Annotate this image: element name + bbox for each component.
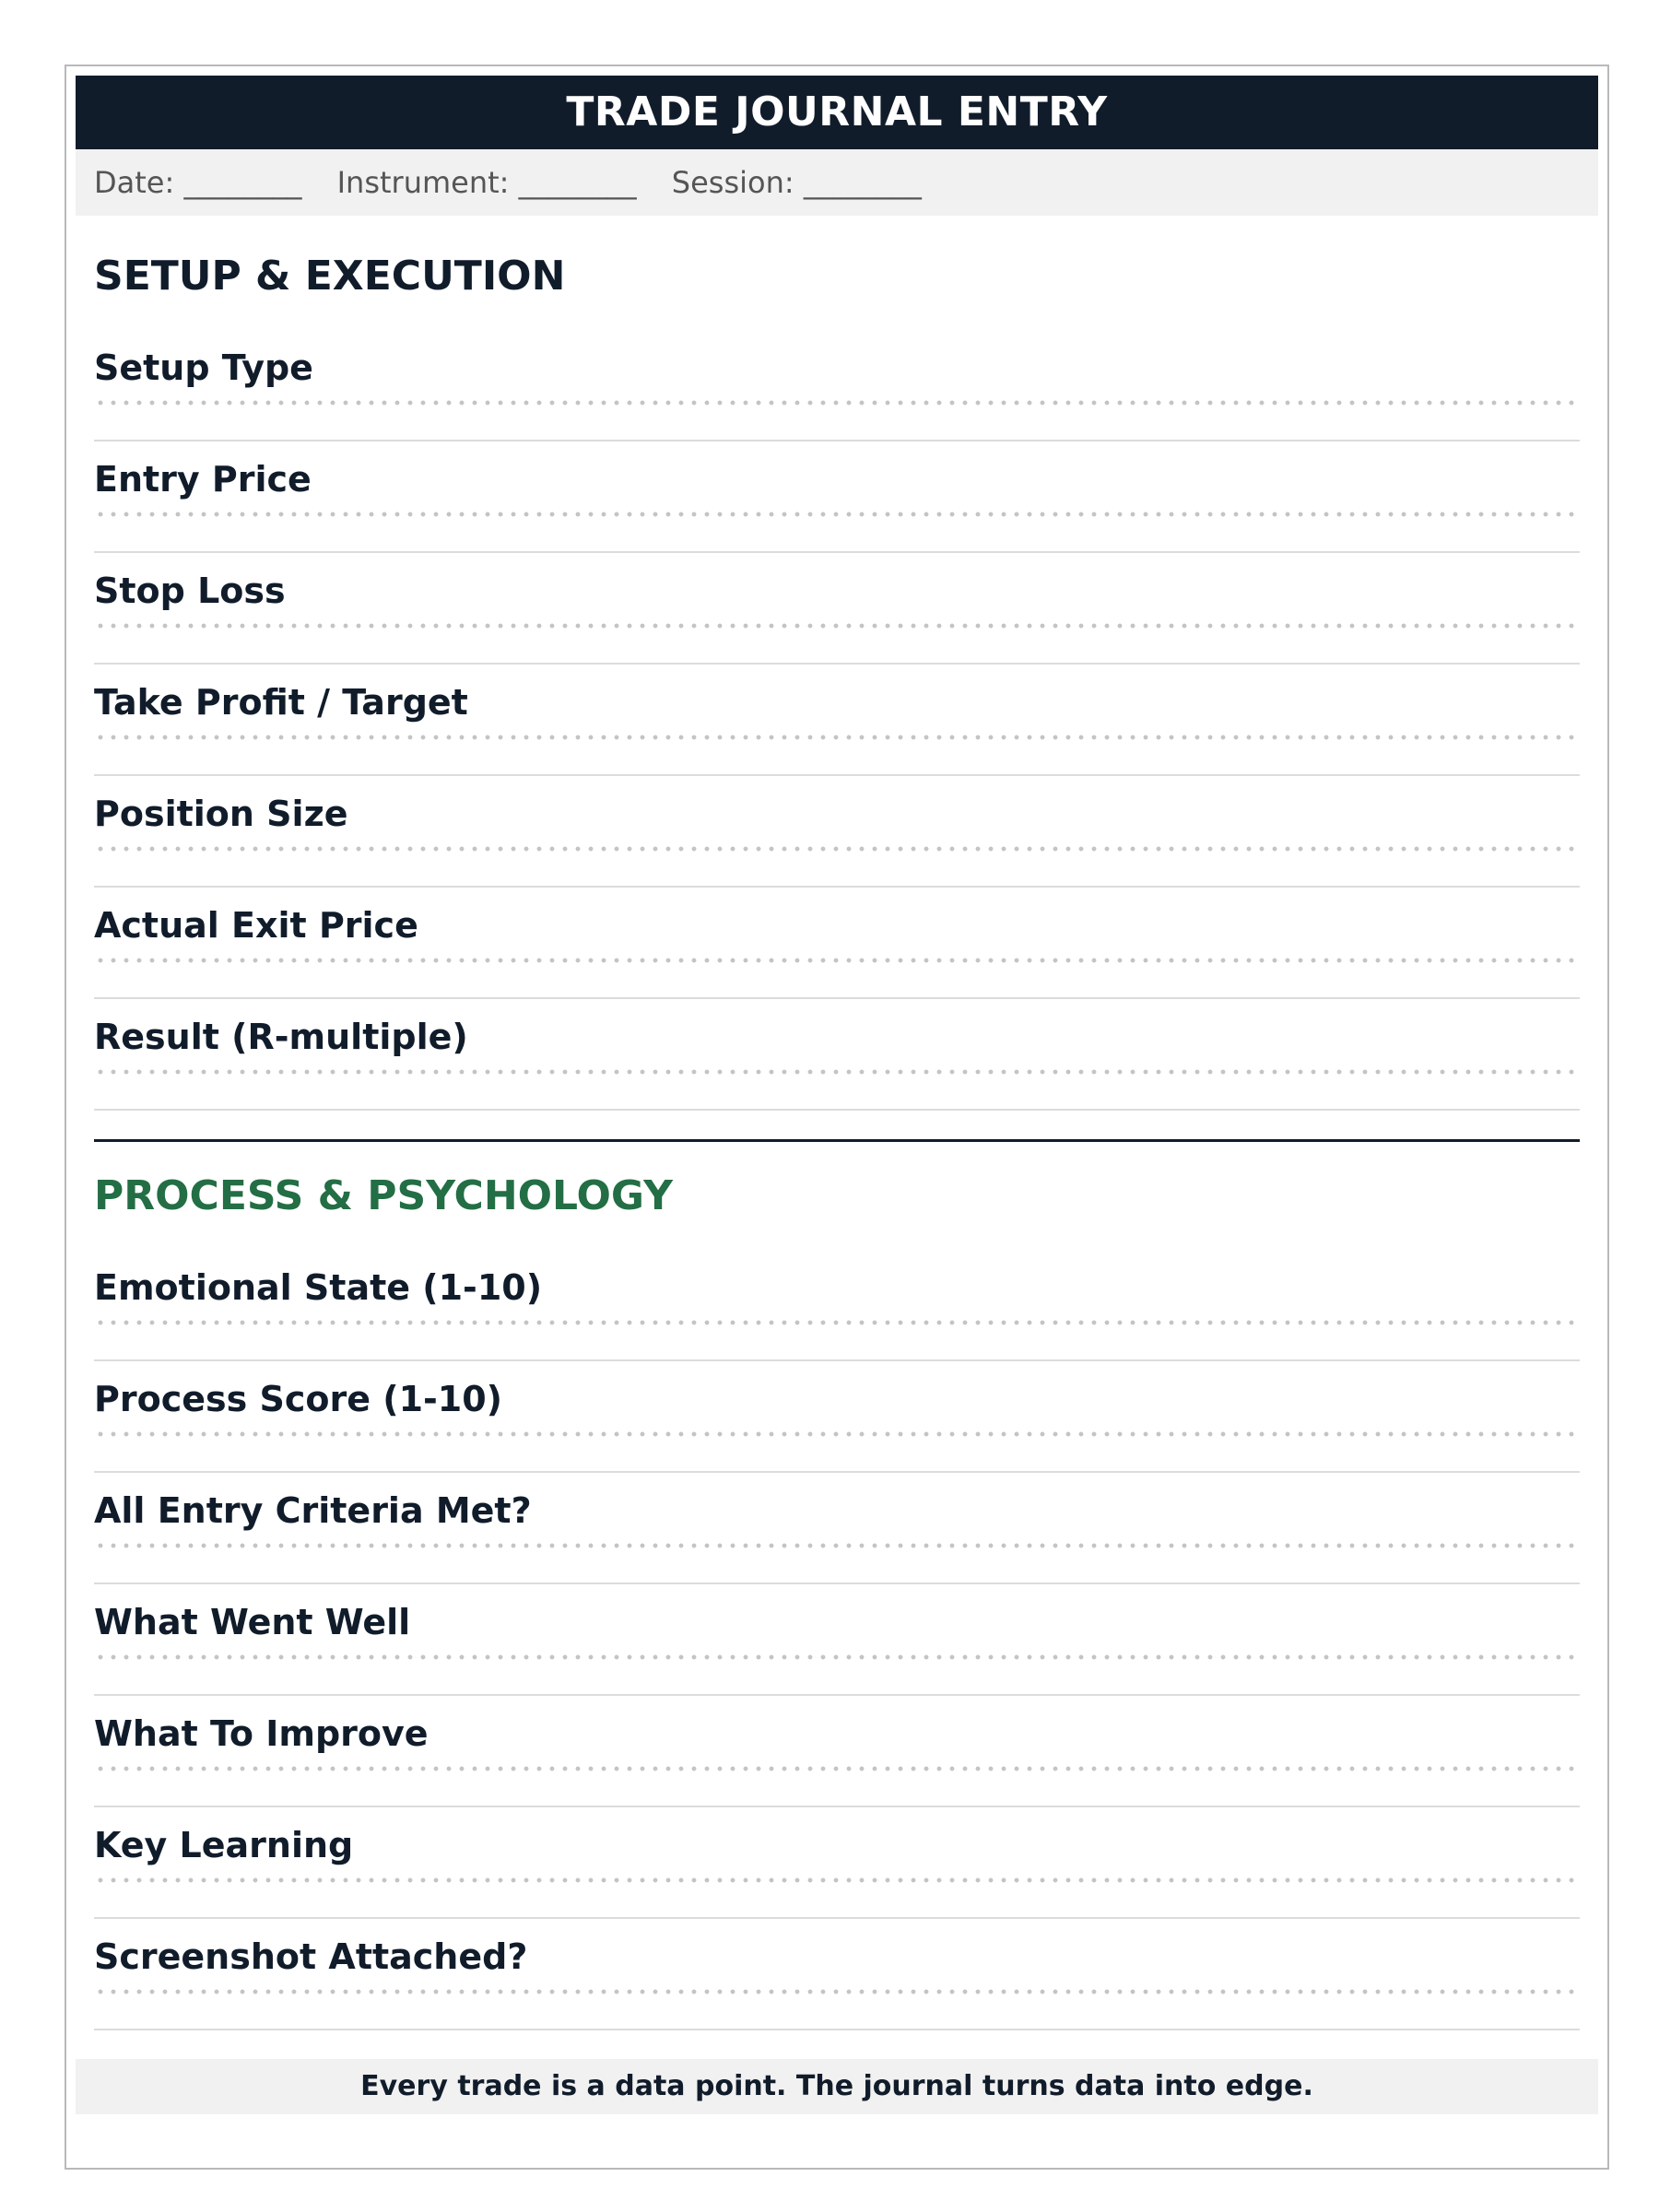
dotted-answer-line[interactable] xyxy=(94,1431,1580,1437)
field-position-size[interactable] xyxy=(94,776,1580,888)
field-label: Entry Price xyxy=(94,459,312,500)
footer-quote: Every trade is a data point. The journal turns data into edge. xyxy=(76,2059,1598,2114)
date-field[interactable]: Date: ________ xyxy=(94,165,302,200)
field-what-to-improve[interactable] xyxy=(94,1696,1580,1807)
session-field[interactable]: Session: ________ xyxy=(671,165,922,200)
field-label: Position Size xyxy=(94,794,348,834)
section-heading-process-psychology: PROCESS & PSYCHOLOGY xyxy=(94,1172,673,1219)
field-stop-loss[interactable] xyxy=(94,553,1580,665)
field-result-r-multiple[interactable] xyxy=(94,999,1580,1111)
field-label: What To Improve xyxy=(94,1713,429,1754)
journal-sheet xyxy=(65,65,1609,2170)
field-label: Actual Exit Price xyxy=(94,905,418,946)
dotted-answer-line[interactable] xyxy=(94,735,1580,740)
field-label: Screenshot Attached? xyxy=(94,1936,528,1977)
field-label: Setup Type xyxy=(94,347,313,388)
dotted-answer-line[interactable] xyxy=(94,958,1580,963)
field-emotional-state[interactable] xyxy=(94,1250,1580,1361)
field-label: What Went Well xyxy=(94,1602,411,1642)
dotted-answer-line[interactable] xyxy=(94,1543,1580,1548)
dotted-answer-line[interactable] xyxy=(94,1069,1580,1075)
field-label: All Entry Criteria Met? xyxy=(94,1490,532,1531)
field-screenshot-attached[interactable] xyxy=(94,1919,1580,2030)
dotted-answer-line[interactable] xyxy=(94,1877,1580,1883)
instrument-field[interactable]: Instrument: ________ xyxy=(336,165,637,200)
field-label: Process Score (1-10) xyxy=(94,1379,503,1419)
dotted-answer-line[interactable] xyxy=(94,846,1580,852)
field-label: Take Profit / Target xyxy=(94,682,468,723)
dotted-answer-line[interactable] xyxy=(94,1766,1580,1771)
field-setup-type[interactable] xyxy=(94,330,1580,441)
field-process-score[interactable] xyxy=(94,1361,1580,1473)
field-entry-price[interactable] xyxy=(94,441,1580,553)
field-entry-criteria-met[interactable] xyxy=(94,1473,1580,1584)
field-actual-exit-price[interactable] xyxy=(94,888,1580,999)
section-heading-setup-execution: SETUP & EXECUTION xyxy=(94,253,566,300)
dotted-answer-line[interactable] xyxy=(94,623,1580,629)
dotted-answer-line[interactable] xyxy=(94,400,1580,406)
field-label: Key Learning xyxy=(94,1825,354,1865)
dotted-answer-line[interactable] xyxy=(94,1654,1580,1660)
dotted-answer-line[interactable] xyxy=(94,1320,1580,1325)
meta-bar xyxy=(76,149,1598,216)
field-take-profit[interactable] xyxy=(94,665,1580,776)
field-label: Stop Loss xyxy=(94,571,286,611)
section-divider xyxy=(94,1139,1580,1142)
field-key-learning[interactable] xyxy=(94,1807,1580,1919)
field-label: Emotional State (1-10) xyxy=(94,1267,543,1308)
field-what-went-well[interactable] xyxy=(94,1584,1580,1696)
field-label: Result (R-multiple) xyxy=(94,1017,468,1057)
dotted-answer-line[interactable] xyxy=(94,512,1580,517)
page-title: TRADE JOURNAL ENTRY xyxy=(76,76,1598,149)
dotted-answer-line[interactable] xyxy=(94,1989,1580,1994)
